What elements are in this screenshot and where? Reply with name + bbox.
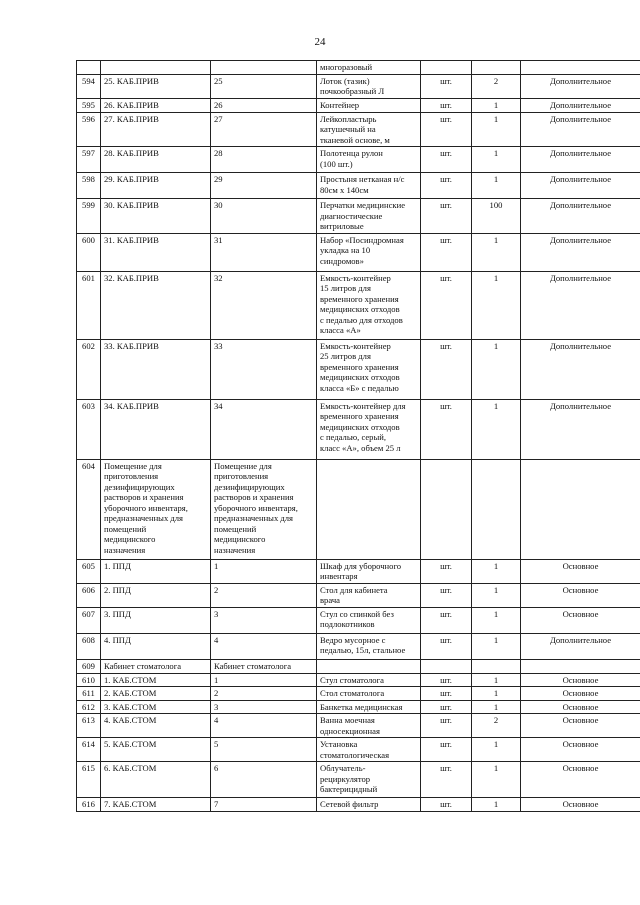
item-name-cell: Контейнер xyxy=(317,98,421,112)
quantity-cell: 2 xyxy=(472,714,521,738)
item-position-cell: 4 xyxy=(211,714,317,738)
item-code-cell: 28. КАБ.ПРИВ xyxy=(101,147,211,173)
equipment-table xyxy=(76,60,640,812)
item-name-cell: Шкаф для уборочного инвентаря xyxy=(317,559,421,583)
item-code-cell: 6. КАБ.СТОМ xyxy=(101,762,211,798)
equipment-type-cell: Дополнительное xyxy=(521,98,640,112)
row-number-cell: 605 xyxy=(77,559,101,583)
quantity-cell: 1 xyxy=(472,673,521,687)
row-number-cell: 595 xyxy=(77,98,101,112)
equipment-type-cell: Основное xyxy=(521,798,640,812)
row-number-cell: 599 xyxy=(77,199,101,234)
item-code-cell: 33. КАБ.ПРИВ xyxy=(101,339,211,399)
table-row xyxy=(77,583,640,607)
equipment-type-cell: Основное xyxy=(521,762,640,798)
table-row xyxy=(77,98,640,112)
item-name-cell xyxy=(317,659,421,673)
unit-cell: шт. xyxy=(421,673,472,687)
item-code-cell: 5. КАБ.СТОМ xyxy=(101,738,211,762)
table-row xyxy=(77,399,640,459)
unit-cell xyxy=(421,459,472,559)
quantity-cell: 2 xyxy=(472,74,521,98)
equipment-type-cell: Основное xyxy=(521,559,640,583)
row-number-cell: 603 xyxy=(77,399,101,459)
item-name-cell: Полотенца рулон (100 шт.) xyxy=(317,147,421,173)
unit-cell: шт. xyxy=(421,607,472,633)
table-row xyxy=(77,147,640,173)
table-row xyxy=(77,459,640,559)
item-name-cell: Лейкопластырь катушечный на тканевой основе, м xyxy=(317,112,421,147)
row-number-cell: 609 xyxy=(77,659,101,673)
table-row xyxy=(77,173,640,199)
item-code-cell: 32. КАБ.ПРИВ xyxy=(101,271,211,339)
unit-cell xyxy=(421,61,472,75)
row-number-cell: 600 xyxy=(77,233,101,271)
row-number-cell: 616 xyxy=(77,798,101,812)
item-code-cell: 7. КАБ.СТОМ xyxy=(101,798,211,812)
unit-cell: шт. xyxy=(421,399,472,459)
unit-cell: шт. xyxy=(421,339,472,399)
unit-cell: шт. xyxy=(421,74,472,98)
quantity-cell: 100 xyxy=(472,199,521,234)
item-code-cell: 25. КАБ.ПРИВ xyxy=(101,74,211,98)
quantity-cell: 1 xyxy=(472,98,521,112)
item-name-cell: Емкость-контейнер 15 литров для временного хранения медицинских отходов с педалью для отходов класса «А» xyxy=(317,271,421,339)
row-number-cell xyxy=(77,61,101,75)
row-number-cell: 594 xyxy=(77,74,101,98)
equipment-type-cell: Дополнительное xyxy=(521,147,640,173)
unit-cell: шт. xyxy=(421,559,472,583)
row-number-cell: 598 xyxy=(77,173,101,199)
item-position-cell: 31 xyxy=(211,233,317,271)
item-position-cell: 34 xyxy=(211,399,317,459)
item-name-cell: Сетевой фильтр xyxy=(317,798,421,812)
equipment-type-cell: Дополнительное xyxy=(521,233,640,271)
table-body xyxy=(77,61,640,812)
item-position-cell: 30 xyxy=(211,199,317,234)
item-code-cell: 27. КАБ.ПРИВ xyxy=(101,112,211,147)
item-name-cell: Стол стоматолога xyxy=(317,687,421,701)
row-number-cell: 611 xyxy=(77,687,101,701)
quantity-cell: 1 xyxy=(472,173,521,199)
table-row xyxy=(77,714,640,738)
quantity-cell: 1 xyxy=(472,339,521,399)
item-position-cell: 1 xyxy=(211,559,317,583)
table-row xyxy=(77,74,640,98)
item-position-cell: 2 xyxy=(211,583,317,607)
item-code-cell: Помещение для приготовления дезинфицирующих растворов и хранения уборочного инвентаря, предназначенных для помещений медицинского назначения xyxy=(101,459,211,559)
item-name-cell: Установка стоматологическая xyxy=(317,738,421,762)
quantity-cell: 1 xyxy=(472,271,521,339)
unit-cell: шт. xyxy=(421,147,472,173)
table-row xyxy=(77,798,640,812)
row-number-cell: 606 xyxy=(77,583,101,607)
item-code-cell: 1. КАБ.СТОМ xyxy=(101,673,211,687)
unit-cell: шт. xyxy=(421,583,472,607)
table-row xyxy=(77,607,640,633)
item-name-cell: многоразовый xyxy=(317,61,421,75)
equipment-type-cell: Основное xyxy=(521,607,640,633)
unit-cell: шт. xyxy=(421,271,472,339)
table-row xyxy=(77,339,640,399)
item-code-cell: 26. КАБ.ПРИВ xyxy=(101,98,211,112)
quantity-cell: 1 xyxy=(472,112,521,147)
quantity-cell: 1 xyxy=(472,583,521,607)
item-name-cell: Емкость-контейнер 25 литров для временного хранения медицинских отходов класса «Б» с педалью xyxy=(317,339,421,399)
equipment-type-cell: Основное xyxy=(521,583,640,607)
equipment-type-cell xyxy=(521,459,640,559)
item-name-cell: Набор «Посиндромная укладка на 10 синдромов» xyxy=(317,233,421,271)
item-position-cell: Кабинет стоматолога xyxy=(211,659,317,673)
quantity-cell: 1 xyxy=(472,687,521,701)
equipment-type-cell: Дополнительное xyxy=(521,339,640,399)
table-row xyxy=(77,61,640,75)
item-name-cell: Стол для кабинета врача xyxy=(317,583,421,607)
item-position-cell: 32 xyxy=(211,271,317,339)
item-code-cell: 30. КАБ.ПРИВ xyxy=(101,199,211,234)
equipment-type-cell: Основное xyxy=(521,700,640,714)
equipment-type-cell: Дополнительное xyxy=(521,271,640,339)
equipment-type-cell: Дополнительное xyxy=(521,399,640,459)
item-code-cell: 3. ППД xyxy=(101,607,211,633)
item-name-cell: Ведро мусорное с педалью, 15л, стальное xyxy=(317,633,421,659)
item-name-cell: Ванна моечная односекционная xyxy=(317,714,421,738)
unit-cell: шт. xyxy=(421,173,472,199)
item-position-cell: 7 xyxy=(211,798,317,812)
equipment-type-cell: Основное xyxy=(521,673,640,687)
unit-cell: шт. xyxy=(421,633,472,659)
quantity-cell: 1 xyxy=(472,233,521,271)
quantity-cell: 1 xyxy=(472,559,521,583)
item-position-cell: 25 xyxy=(211,74,317,98)
equipment-type-cell xyxy=(521,659,640,673)
item-code-cell: 31. КАБ.ПРИВ xyxy=(101,233,211,271)
table-row xyxy=(77,673,640,687)
row-number-cell: 612 xyxy=(77,700,101,714)
quantity-cell: 1 xyxy=(472,399,521,459)
row-number-cell: 613 xyxy=(77,714,101,738)
table-row xyxy=(77,271,640,339)
item-position-cell: Помещение для приготовления дезинфицирующих растворов и хранения уборочного инвентаря, предназначенных для помещений медицинского назначения xyxy=(211,459,317,559)
item-name-cell: Лоток (тазик) почкообразный Л xyxy=(317,74,421,98)
item-name-cell: Стул стоматолога xyxy=(317,673,421,687)
table-row xyxy=(77,762,640,798)
item-position-cell: 2 xyxy=(211,687,317,701)
table-row xyxy=(77,112,640,147)
item-position-cell: 6 xyxy=(211,762,317,798)
quantity-cell xyxy=(472,61,521,75)
table-row xyxy=(77,687,640,701)
row-number-cell: 610 xyxy=(77,673,101,687)
unit-cell: шт. xyxy=(421,738,472,762)
unit-cell: шт. xyxy=(421,233,472,271)
item-name-cell: Облучатель- рециркулятор бактерицидный xyxy=(317,762,421,798)
page-number: 24 xyxy=(314,36,326,48)
row-number-cell: 607 xyxy=(77,607,101,633)
equipment-type-cell: Основное xyxy=(521,714,640,738)
item-position-cell: 26 xyxy=(211,98,317,112)
item-code-cell: 2. ППД xyxy=(101,583,211,607)
table-row xyxy=(77,559,640,583)
row-number-cell: 614 xyxy=(77,738,101,762)
item-position-cell: 1 xyxy=(211,673,317,687)
quantity-cell: 1 xyxy=(472,147,521,173)
quantity-cell xyxy=(472,659,521,673)
item-name-cell: Банкетка медицинская xyxy=(317,700,421,714)
unit-cell: шт. xyxy=(421,798,472,812)
equipment-type-cell: Основное xyxy=(521,738,640,762)
item-code-cell: Кабинет стоматолога xyxy=(101,659,211,673)
item-code-cell: 1. ППД xyxy=(101,559,211,583)
quantity-cell: 1 xyxy=(472,700,521,714)
row-number-cell: 602 xyxy=(77,339,101,399)
table-row xyxy=(77,233,640,271)
unit-cell: шт. xyxy=(421,700,472,714)
quantity-cell: 1 xyxy=(472,798,521,812)
item-position-cell: 3 xyxy=(211,700,317,714)
row-number-cell: 597 xyxy=(77,147,101,173)
item-position-cell: 28 xyxy=(211,147,317,173)
table-row xyxy=(77,659,640,673)
item-position-cell: 5 xyxy=(211,738,317,762)
item-name-cell: Стул со спинкой без подлокотников xyxy=(317,607,421,633)
unit-cell xyxy=(421,659,472,673)
row-number-cell: 608 xyxy=(77,633,101,659)
quantity-cell: 1 xyxy=(472,607,521,633)
item-code-cell: 4. КАБ.СТОМ xyxy=(101,714,211,738)
item-code-cell: 34. КАБ.ПРИВ xyxy=(101,399,211,459)
table-row xyxy=(77,199,640,234)
item-code-cell: 3. КАБ.СТОМ xyxy=(101,700,211,714)
unit-cell: шт. xyxy=(421,98,472,112)
equipment-type-cell: Дополнительное xyxy=(521,633,640,659)
equipment-type-cell: Дополнительное xyxy=(521,112,640,147)
row-number-cell: 596 xyxy=(77,112,101,147)
equipment-type-cell: Основное xyxy=(521,687,640,701)
unit-cell: шт. xyxy=(421,762,472,798)
unit-cell: шт. xyxy=(421,199,472,234)
quantity-cell: 1 xyxy=(472,762,521,798)
item-code-cell xyxy=(101,61,211,75)
item-code-cell: 2. КАБ.СТОМ xyxy=(101,687,211,701)
equipment-type-cell: Дополнительное xyxy=(521,199,640,234)
equipment-type-cell: Дополнительное xyxy=(521,173,640,199)
item-position-cell: 29 xyxy=(211,173,317,199)
item-position-cell xyxy=(211,61,317,75)
item-code-cell: 29. КАБ.ПРИВ xyxy=(101,173,211,199)
row-number-cell: 601 xyxy=(77,271,101,339)
item-name-cell: Простыня нетканая н/с 80см х 140см xyxy=(317,173,421,199)
item-position-cell: 4 xyxy=(211,633,317,659)
item-name-cell xyxy=(317,459,421,559)
table-row xyxy=(77,633,640,659)
table-row xyxy=(77,738,640,762)
unit-cell: шт. xyxy=(421,112,472,147)
quantity-cell: 1 xyxy=(472,633,521,659)
row-number-cell: 604 xyxy=(77,459,101,559)
item-name-cell: Перчатки медицинские диагностические витриловые xyxy=(317,199,421,234)
item-position-cell: 3 xyxy=(211,607,317,633)
quantity-cell xyxy=(472,459,521,559)
item-code-cell: 4. ППД xyxy=(101,633,211,659)
table-row xyxy=(77,700,640,714)
row-number-cell: 615 xyxy=(77,762,101,798)
item-position-cell: 27 xyxy=(211,112,317,147)
unit-cell: шт. xyxy=(421,714,472,738)
item-name-cell: Емкость-контейнер для временного хранения медицинских отходов с педалью, серый, клаcс «А», объем 25 л xyxy=(317,399,421,459)
quantity-cell: 1 xyxy=(472,738,521,762)
item-position-cell: 33 xyxy=(211,339,317,399)
unit-cell: шт. xyxy=(421,687,472,701)
equipment-type-cell: Дополнительное xyxy=(521,74,640,98)
equipment-type-cell xyxy=(521,61,640,75)
